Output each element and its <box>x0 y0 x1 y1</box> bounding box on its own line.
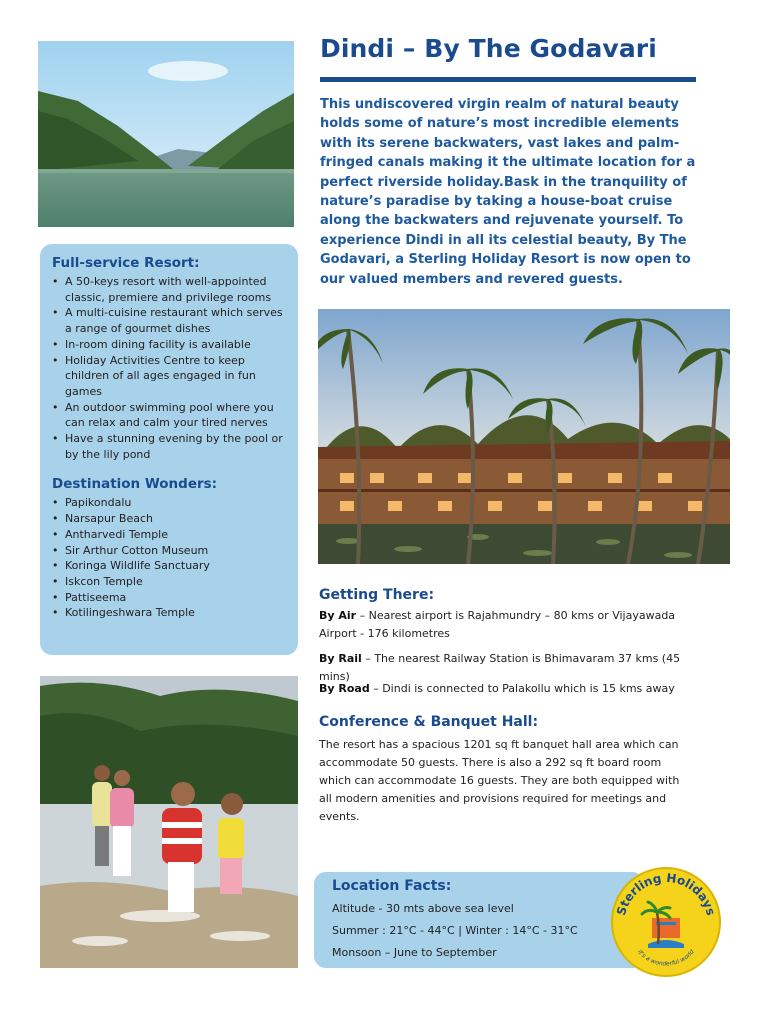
resort-features-list <box>52 274 284 462</box>
resort-heading: Full-service Resort: <box>52 255 200 271</box>
logo-tagline: it's a wonderful world <box>636 948 696 968</box>
location-facts-heading: Location Facts: <box>332 878 452 894</box>
monsoon-fact: Monsoon – June to September <box>332 946 497 959</box>
list-item: • Koringa Wildlife Sanctuary <box>52 558 284 574</box>
list-item: • Papikondalu <box>52 495 284 511</box>
by-rail-text: By Rail – The nearest Railway Station is Bhimavaram 37 kms (45 mins) <box>319 652 681 683</box>
getting-there-heading: Getting There: <box>319 587 435 603</box>
resort-info-box <box>40 244 298 655</box>
temperature-fact: Summer : 21°C - 44°C | Winter : 14°C - 31°C <box>332 924 578 937</box>
by-rail-label: By Rail <box>319 652 362 665</box>
page-title: Dindi – By The Godavari <box>320 34 657 63</box>
list-item: • A 50-keys resort with well-appointed classic, premiere and privilege rooms <box>52 274 284 305</box>
altitude-fact: Altitude - 30 mts above sea level <box>332 902 514 915</box>
logo-name: Sterling Holidays <box>613 870 719 917</box>
by-road-label: By Road <box>319 682 370 695</box>
intro-paragraph: This undiscovered virgin realm of natural beauty holds some of nature’s most incredible elements with its serene backwaters, vast lakes and palm-fringed canals making it the ultimate location for a perfect riverside holiday.Bask in the tranquility of nature’s paradise by taking a house-boat cruise along the backwaters and rejuvenate yourself. To experience Dindi in all its celestial beauty, By The Godavari, a Sterling Holiday Resort is now open to our valued members and revered guests. <box>320 97 696 287</box>
river-valley-photo <box>38 41 294 227</box>
list-item: • Narsapur Beach <box>52 511 284 527</box>
by-air-text: By Air – Nearest airport is Rajahmundry – 80 kms or Vijayawada Airport - 176 kilometres <box>319 609 676 640</box>
list-item: • Kotilingeshwara Temple <box>52 605 284 621</box>
conference-paragraph: The resort has a spacious 1201 sq ft banquet hall area which can accommodate 50 guests. There is also a 292 sq ft board room which can accommodate 16 guests. They are both equipped with all modern amenities and provisions required for meetings and events. <box>319 738 680 823</box>
sterling-holidays-logo <box>610 866 722 978</box>
by-air-label: By Air <box>319 609 357 622</box>
by-road-text: By Road – Dindi is connected to Palakollu which is 15 kms away <box>319 682 675 695</box>
list-item: • In-room dining facility is available <box>52 337 284 353</box>
list-item: • Sir Arthur Cotton Museum <box>52 543 284 559</box>
resort-palms-photo <box>318 309 730 564</box>
family-river-photo <box>40 676 298 968</box>
location-facts-box <box>314 872 644 968</box>
conference-heading: Conference & Banquet Hall: <box>319 714 539 730</box>
list-item: • Have a stunning evening by the pool or by the lily pond <box>52 431 284 462</box>
list-item: • Pattiseema <box>52 590 284 606</box>
list-item: • Antharvedi Temple <box>52 527 284 543</box>
list-item: • Holiday Activities Centre to keep children of all ages engaged in fun games <box>52 353 284 400</box>
list-item: • A multi-cuisine restaurant which serves a range of gourmet dishes <box>52 305 284 336</box>
wonders-heading: Destination Wonders: <box>52 476 218 493</box>
list-item: • An outdoor swimming pool where you can relax and calm your tired nerves <box>52 400 284 431</box>
title-divider <box>320 77 696 82</box>
list-item: • Iskcon Temple <box>52 574 284 590</box>
wonders-list <box>52 495 284 621</box>
